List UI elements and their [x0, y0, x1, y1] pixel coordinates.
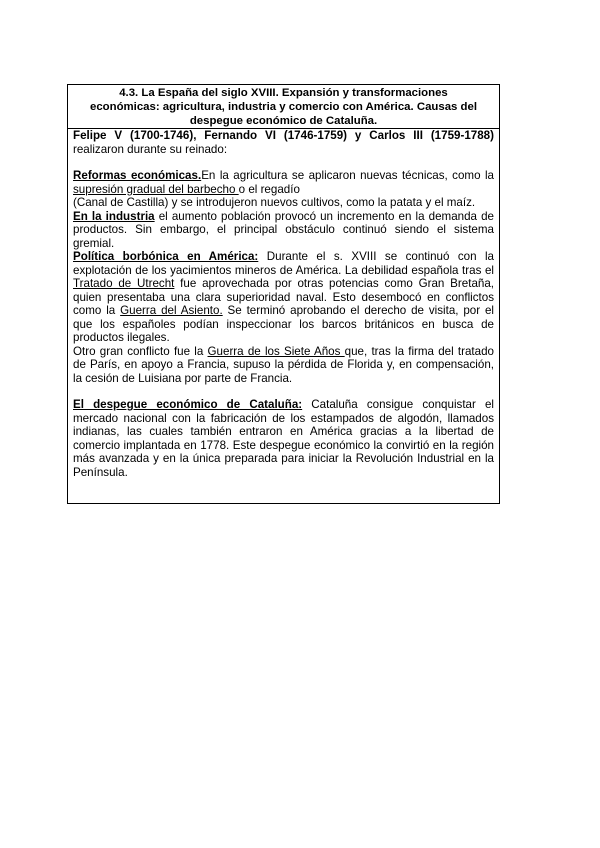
- title-line-1: 4.3. La España del siglo XVIII. Expansión y transformaciones: [119, 87, 448, 99]
- america-text-5: que, tras la firma del tratado de París, en apoyo a Francia, supuso la pérdida de Florida y, en compensación, la cesión de Luisiana por parte de Francia.: [73, 344, 495, 385]
- america-text-3: Se terminó aprobando el derecho de visita, por el que los españoles podían inspeccionar los barcos británicos en busca de productos ilegales.: [73, 304, 494, 344]
- intro-text: realizaron durante su reinado:: [73, 142, 228, 156]
- spacer: [73, 156, 494, 169]
- siete-anos-link: Guerra de los Siete Años: [207, 344, 345, 358]
- title-line-2: económicas: agricultura, industria y comercio con América. Causas del: [90, 101, 477, 114]
- catalonia-text: Cataluña consigue conquistar el mercado nacional con la fabricación de los estampados de algodón, llamados indianas, las cuales también entraron en América gracias a la libertad de comercio implantada en 1778. Este despegue económico la convirtió en la región más avanzada y en la única preparada para iniciar la Revolución Industrial en la Península.: [73, 398, 495, 479]
- agriculture-text-1: En la agricultura se aplicaron nuevas técnicas, como la: [201, 169, 494, 182]
- spacer: [73, 385, 494, 398]
- america-text-4: Otro gran conflicto fue la: [73, 344, 208, 358]
- agriculture-heading: Reformas económicas.: [73, 169, 202, 182]
- seven-years-paragraph: [73, 345, 494, 386]
- intro-paragraph: [73, 129, 494, 156]
- america-heading: Política borbónica en América:: [73, 250, 259, 263]
- utrecht-link: Tratado de Utrecht: [73, 277, 175, 290]
- america-text-1: Durante el s. XVIII se continuó con la explotación de los yacimientos mineros de América. La debilidad española tras el: [73, 250, 495, 277]
- industry-paragraph: [73, 210, 494, 251]
- page-title: [68, 85, 499, 129]
- kings-heading: Felipe V (1700-1746), Fernando VI (1746-1759) y Carlos III (1759-1788): [73, 129, 494, 142]
- industry-heading: En la industria: [73, 209, 155, 223]
- industry-text: el aumento población provocó un incremento en la demanda de productos. Sin embargo, el principal obstáculo continuó siendo el sistema gremial.: [73, 209, 494, 250]
- document-table: [67, 84, 500, 504]
- catalonia-paragraph: [73, 398, 494, 479]
- agriculture-text-2: o el regadío: [238, 182, 300, 196]
- agriculture-paragraph-2: [73, 196, 494, 210]
- title-line-3: despegue económico de Cataluña.: [189, 115, 378, 128]
- america-paragraph: [73, 250, 494, 345]
- agriculture-text-3: (Canal de Castilla) y se introdujeron nuevos cultivos, como la patata y el maíz.: [73, 196, 476, 209]
- asiento-link: Guerra del Asiento.: [120, 304, 223, 317]
- document-body: [73, 129, 494, 479]
- catalonia-heading: El despegue económico de Cataluña:: [73, 398, 303, 411]
- agriculture-paragraph: [73, 169, 494, 196]
- america-text-2: fue aprovechada por otras potencias como Gran Bretaña, quien presentaba una clara superioridad naval. Esto desembocó en conflictos como la: [73, 277, 495, 317]
- barbecho-link: supresión gradual del barbecho: [73, 182, 239, 196]
